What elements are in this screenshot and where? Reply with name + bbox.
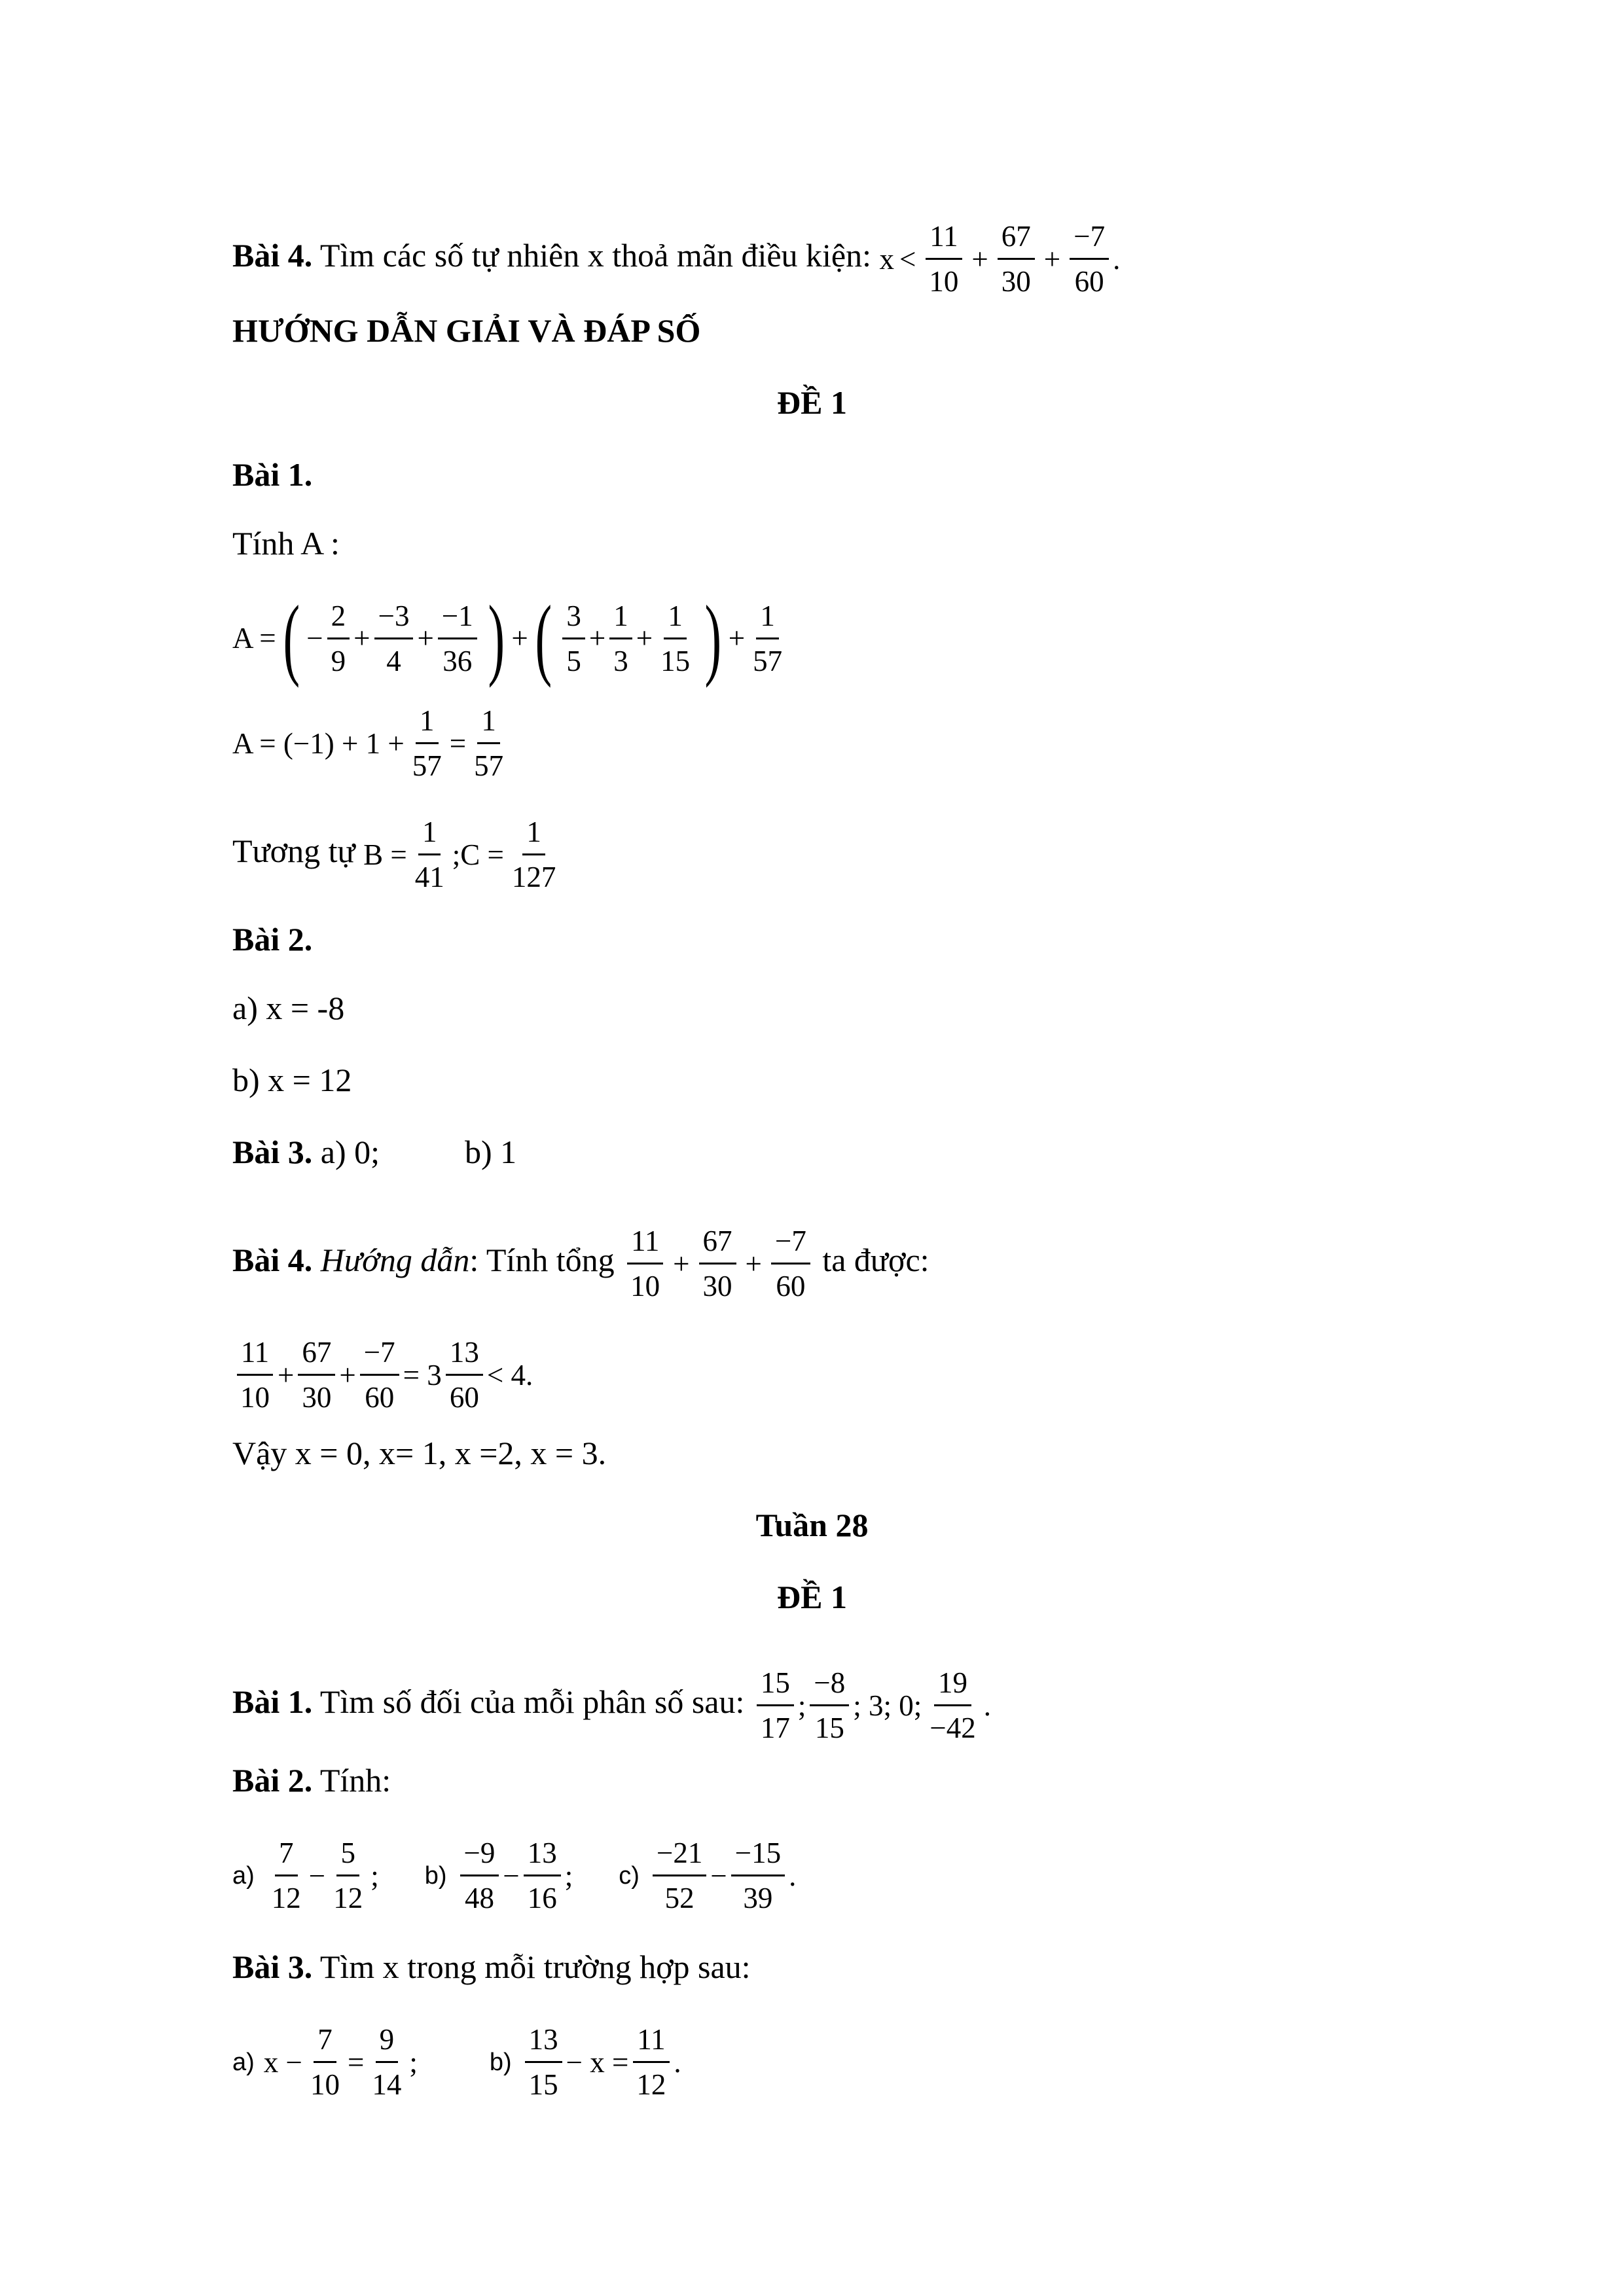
bai2-label: Bài 2. <box>232 921 313 958</box>
fraction: $\frac{2}{9}$ <box>327 596 350 681</box>
w-bai2-label: Bài 2. Tính: <box>232 1762 391 1799</box>
fraction: $\frac{-7}{60}$ <box>771 1221 810 1306</box>
fraction: $\frac{15}{17}$ <box>757 1662 794 1748</box>
w-bai2-exprs: a) $\frac{7}{12}$ − $\frac{5}{12}$ ; b) $\frac{-9}{48}$ − $\frac{13}{16}$ ; c) $\frac{-21}{52}$ − $\frac{-15}{39}$ . <box>232 1833 796 1918</box>
fraction: $\frac{67}{30}$ <box>699 1221 736 1306</box>
fraction: $\frac{1}{41}$ <box>411 812 448 897</box>
var-x: x <box>879 242 895 276</box>
fraction: $\frac{11}{10}$ <box>925 216 962 302</box>
fraction: $\frac{-8}{15}$ <box>810 1662 849 1748</box>
lt-sign: < <box>899 242 916 276</box>
bai4-result: $\frac{11}{10}$ + $\frac{67}{30}$ + $\frac{-7}{60}$ = 3 $\frac{13}{60}$ < 4. <box>232 1332 533 1418</box>
week-heading: Tuần 28 <box>755 1507 869 1543</box>
fraction: $\frac{13}{15}$ <box>525 2019 562 2105</box>
plus-sign: + <box>971 242 988 276</box>
fraction: $\frac{1}{3}$ <box>609 596 632 681</box>
fraction: $\frac{-21}{52}$ <box>653 1833 706 1918</box>
bai1-label: Bài 1. <box>232 456 313 493</box>
bai4-conclusion: Vậy x = 0, x= 1, x =2, x = 3. <box>232 1435 607 1471</box>
section-title: HƯỚNG DẪN GIẢI VÀ ĐÁP SỐ <box>232 312 701 349</box>
w-bai1-line: Bài 1. Tìm số đối của mỗi phân số sau: $\frac{15}{17}$ ; $\frac{-8}{15}$ ; 3; 0; $\frac{19}{-42}$ . <box>232 1662 991 1748</box>
fraction: $\frac{3}{5}$ <box>562 596 585 681</box>
bai4-line: Bài 4. Hướng dẫn: Tính tổng $\frac{11}{10}$ + $\frac{67}{30}$ + $\frac{-7}{60}$ ta được: <box>232 1221 929 1306</box>
fraction: $\frac{1}{57}$ <box>408 700 446 786</box>
bai3-line: Bài 3. a) 0; b) 1 <box>232 1134 517 1170</box>
fraction: $\frac{-15}{39}$ <box>731 1833 785 1918</box>
fraction: $\frac{11}{10}$ <box>236 1332 274 1418</box>
de-heading-2: ĐỀ 1 <box>777 1579 847 1615</box>
fraction: $\frac{67}{30}$ <box>998 216 1035 302</box>
fraction: $\frac{-7}{60}$ <box>1070 216 1109 302</box>
fraction: $\frac{-9}{48}$ <box>460 1833 499 1918</box>
de-heading: ĐỀ 1 <box>777 384 847 421</box>
w-bai3-exprs: a) x − $\frac{7}{10}$ = $\frac{9}{14}$ ; b) $\frac{13}{15}$ − x = $\frac{11}{12}$ . <box>232 2019 681 2105</box>
fraction: $\frac{1}{15}$ <box>657 596 694 681</box>
fraction: $\frac{1}{57}$ <box>470 700 507 786</box>
equation-bc: Tương tự B = $\frac{1}{41}$ ;C = $\frac{1}{127}$ <box>232 812 564 897</box>
bai2-a: a) x = -8 <box>232 990 345 1026</box>
fraction: $\frac{5}{12}$ <box>329 1833 367 1918</box>
equation-a2: A = (−1) + 1 + $\frac{1}{57}$ = $\frac{1}{57}$ <box>232 700 511 786</box>
fraction: $\frac{19}{-42}$ <box>926 1662 979 1748</box>
top-bai4-text: Tìm các số tự nhiên x thoả mãn điều kiện: <box>312 236 880 274</box>
fraction: $\frac{7}{12}$ <box>268 1833 305 1918</box>
fraction: $\frac{-3}{4}$ <box>374 596 414 681</box>
top-bai4-expr: x < $\frac{11}{10}$ + $\frac{67}{30}$ + $\frac{-7}{60}$ . <box>880 216 1121 302</box>
fraction: $\frac{1}{57}$ <box>749 596 786 681</box>
fraction: $\frac{13}{16}$ <box>524 1833 561 1918</box>
fraction: $\frac{67}{30}$ <box>298 1332 335 1418</box>
fraction: $\frac{11}{10}$ <box>626 1221 664 1306</box>
fraction: $\frac{-1}{36}$ <box>438 596 477 681</box>
fraction: $\frac{1}{127}$ <box>508 812 560 897</box>
fraction: $\frac{-7}{60}$ <box>360 1332 399 1418</box>
plus-sign: + <box>1043 242 1061 276</box>
equation-a: A = ( − $\frac{2}{9}$ + $\frac{-3}{4}$ + $\frac{-1}{36}$ ) + ( $\frac{3}{5}$ + $\frac{1}{3}$ + $\frac{1}{15}$ ) + $\frac{1}{57}$ <box>232 592 790 684</box>
fraction: $\frac{7}{10}$ <box>306 2019 344 2105</box>
w-bai3-label: Bài 3. Tìm x trong mỗi trường hợp sau: <box>232 1948 751 1985</box>
fraction: $\frac{9}{14}$ <box>368 2019 405 2105</box>
bai2-b: b) x = 12 <box>232 1062 352 1098</box>
top-bai4-label: Bài 4. <box>232 236 313 274</box>
fraction: $\frac{13}{60}$ <box>446 1332 483 1418</box>
bai1-tinh: Tính A : <box>232 525 340 562</box>
top-bai4-line <box>232 216 1120 302</box>
fraction: $\frac{11}{12}$ <box>632 2019 670 2105</box>
